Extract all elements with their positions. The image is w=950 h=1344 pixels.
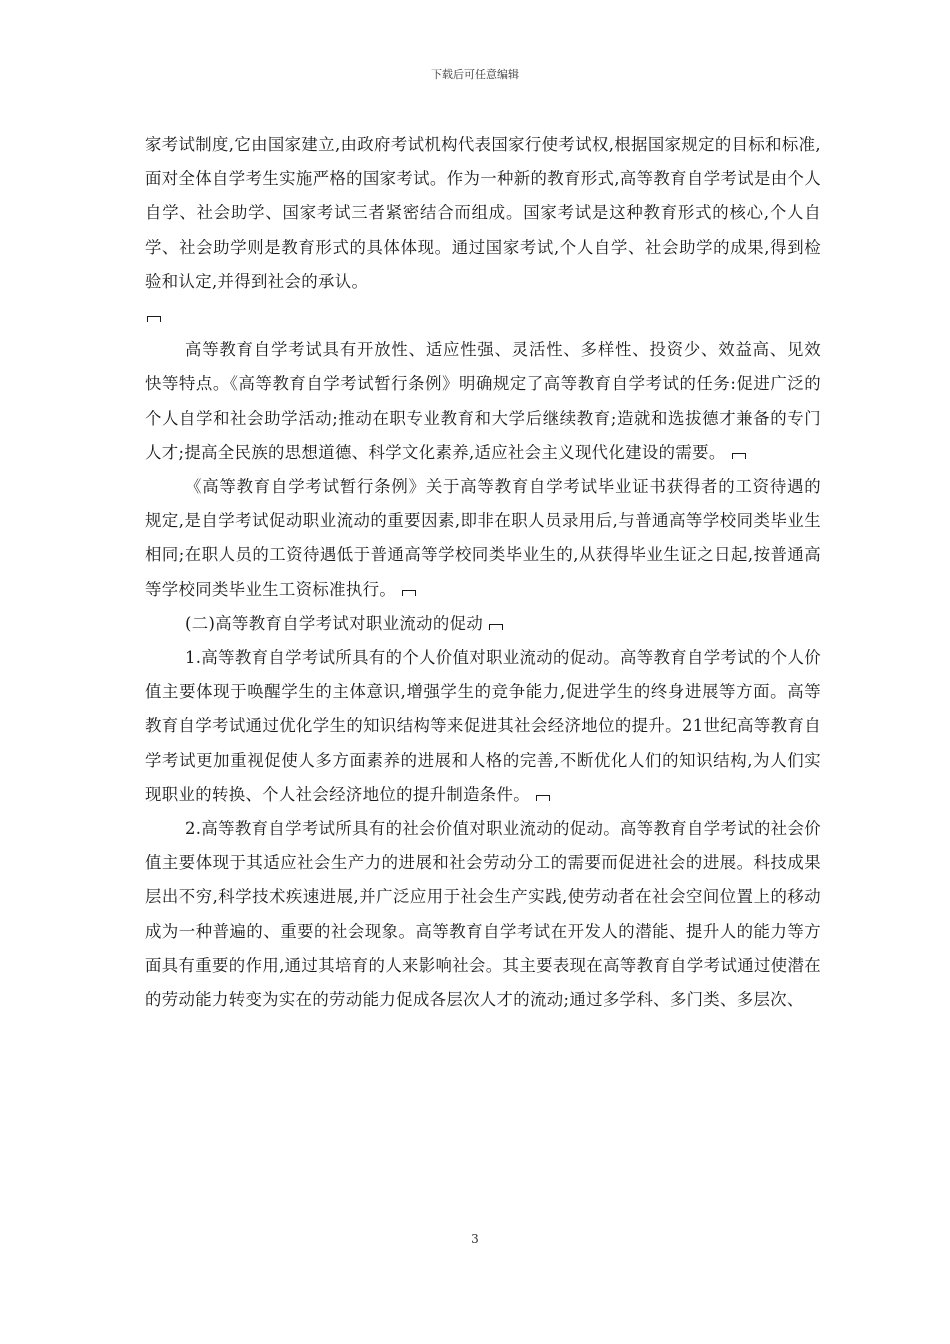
paragraph-end-mark — [147, 316, 161, 322]
paragraph-personal-value: 1.高等教育自学考试所具有的个人价值对职业流动的促动。高等教育自学考试的个人价值主要体现于唤醒学生的主体意识,增强学生的竞争能力,促进学生的终身进展等方面。高等教育自学考试通过优化学生的知识结构等来促进其社会经济地位的提升。21世纪高等教育自学考试更加重视促使人多方面素养的进展和人格的完善,不断优化人们的知识结构,为人们实现职业的转换、个人社会经济地位的提升制造条件。 — [145, 648, 821, 804]
paragraph-social-value: 2.高等教育自学考试所具有的社会价值对职业流动的促动。高等教育自学考试的社会价值主要体现于其适应社会生产力的进展和社会劳动分工的需要而促进社会的进展。科技成果层出不穷,科学技术疾速进展,并广泛应用于社会生产实践,使劳动者在社会空间位置上的移动成为一种普遍的、重要的社会现象。高等教育自学考试在开发人的潜能、提升人的能力等方面具有重要的作用,通过其培育的人来影响社会。其主要表现在高等教育自学考试通过使潜在的劳动能力转变为实在的劳动能力促成各层次人才的流动;通过多学科、多门类、多层次、 — [145, 819, 821, 1010]
page-number: 3 — [471, 1232, 479, 1246]
paragraph-exam-system: 家考试制度,它由国家建立,由政府考试机构代表国家行使考试权,根据国家规定的目标和标准,面对全体自学考生实施严格的国家考试。作为一种新的教育形式,高等教育自学考试是由个人自学、社会助学、国家考试三者紧密结合而组成。国家考试是这种教育形式的核心,个人自学、社会助学则是教育形式的具体体现。通过国家考试,个人自学、社会助学的成果,得到检验和认定,并得到社会的承认。 — [145, 128, 821, 333]
paragraph-end-mark — [536, 795, 550, 801]
paragraph-end-mark — [402, 590, 416, 596]
paragraph-end-mark — [732, 453, 746, 459]
section-heading: (二)高等教育自学考试对职业流动的促动 — [145, 607, 821, 641]
page-header: 下载后可任意编辑 — [431, 68, 519, 81]
paragraph-salary-regulation: 《高等教育自学考试暂行条例》关于高等教育自学考试毕业证书获得者的工资待遇的规定,是自学考试促动职业流动的重要因素,即非在职人员录用后,与普通高等学校同类毕业生相同;在职人员的工资待遇低于普通高等学校同类毕业生的,从获得毕业生证之日起,按普通高等学校同类毕业生工资标准执行。 — [145, 477, 821, 599]
paragraph-exam-features: 高等教育自学考试具有开放性、适应性强、灵活性、多样性、投资少、效益高、见效快等特点。《高等教育自学考试暂行条例》明确规定了高等教育自学考试的任务:促进广泛的个人自学和社会助学活动;推动在职专业教育和大学后继续教育;造就和选拔德才兼备的专门人才;提高全民族的思想道德、科学文化素养,适应社会主义现代化建设的需要。 — [145, 340, 821, 462]
paragraph-end-mark — [489, 624, 503, 630]
document-body — [145, 128, 821, 1017]
